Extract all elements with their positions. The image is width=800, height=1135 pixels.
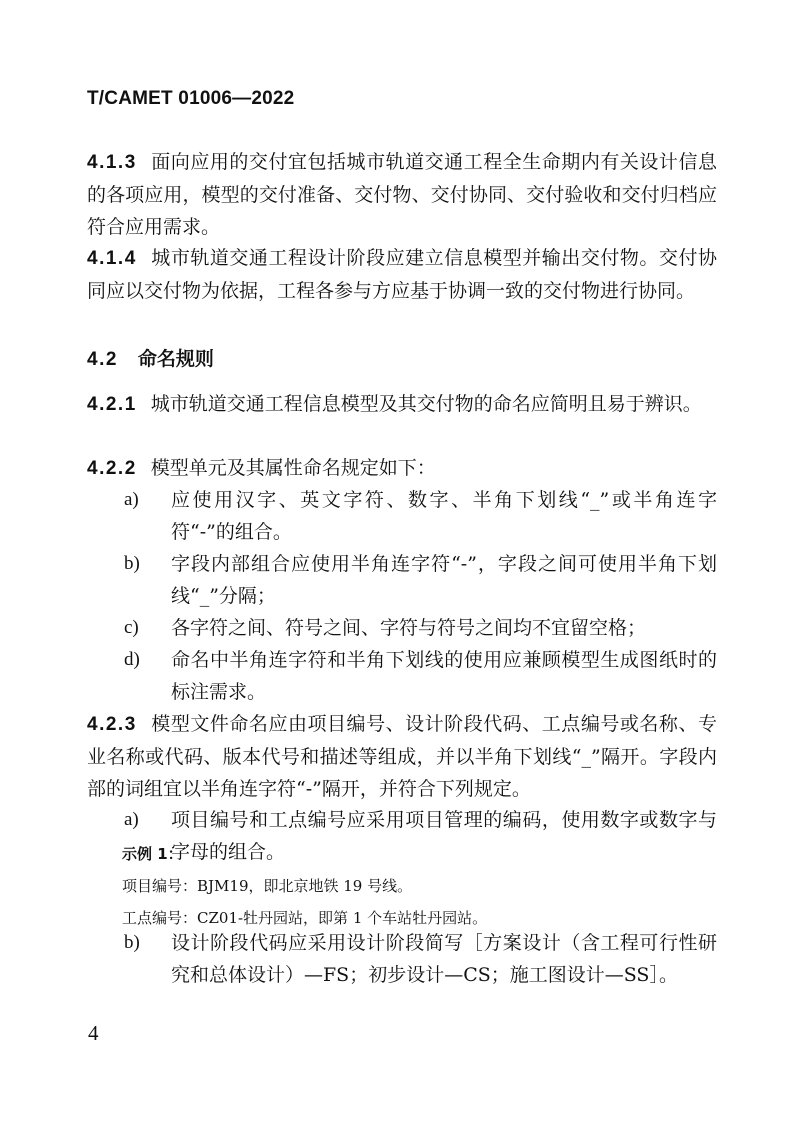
- section-title: 命名规则: [137, 348, 214, 370]
- clause-text: 城市轨道交通工程信息模型及其交付物的命名应简明且易于辨识。: [150, 393, 702, 415]
- clause-text: 面向应用的交付宜包括城市轨道交通工程全生命期内有关设计信息的各项应用，模型的交付准备、交付物、交付协同、交付验收和交付归档应符合应用需求。: [87, 151, 717, 238]
- clause-text: 模型文件命名应由项目编号、设计阶段代码、工点编号或名称、专业名称或代码、版本代号和描述等组成，并以半角下划线“_”隔开。字段内部的词组宜以半角连字符“-”隔开，并符合下列规定。: [87, 713, 717, 800]
- clause-4-2-1: [87, 388, 717, 421]
- clause-number: 4.2.2: [87, 458, 137, 479]
- section-4-2-heading: [87, 343, 717, 376]
- list-item: [124, 484, 717, 548]
- list-marker: b): [124, 553, 140, 574]
- list-item: [124, 644, 717, 708]
- clause-text: 模型单元及其属性命名规定如下：: [150, 457, 436, 479]
- page-number: 4: [88, 1021, 99, 1045]
- list-item-text: 各字符之间、符号之间、字符与符号之间均不宜留空格；: [171, 617, 647, 639]
- clause-4-1-3: [87, 146, 717, 243]
- clause-number: 4.1.3: [87, 152, 137, 173]
- list-item-text: 设计阶段代码应采用设计阶段简写［方案设计（含工程可行性研究和总体设计）—FS；初步设计—CS；施工图设计—SS］。: [171, 932, 717, 986]
- list-marker: a): [124, 809, 139, 830]
- clause-text: 城市轨道交通工程设计阶段应建立信息模型并输出交付物。交付协同应以交付物为依据，工程各参与方应基于协调一致的交付物进行协同。: [87, 247, 717, 302]
- clause-number: 4.2.3: [87, 714, 137, 735]
- list-item: [124, 612, 717, 644]
- example-title: 示例 1：: [122, 845, 183, 863]
- example-line: 工点编号：CZ01-牡丹园站，即第 1 个车站牡丹园站。: [122, 909, 488, 927]
- list-item: [124, 927, 717, 991]
- list-item: [124, 548, 717, 612]
- list-marker: a): [124, 489, 139, 510]
- list-marker: c): [124, 617, 139, 638]
- list-marker: b): [124, 932, 140, 953]
- clause-number: 4.1.4: [87, 248, 137, 269]
- list-item-text: 命名中半角连字符和半角下划线的使用应兼顾模型生成图纸时的标注需求。: [171, 649, 717, 703]
- list-item-text: 字段内部组合应使用半角连字符“-”，字段之间可使用半角下划线“_”分隔；: [171, 553, 717, 607]
- clause-4-2-2: [87, 452, 717, 485]
- section-number: 4.2: [87, 349, 118, 370]
- clause-4-2-3: [87, 708, 717, 805]
- list-marker: d): [124, 649, 140, 670]
- clause-number: 4.2.1: [87, 394, 137, 415]
- example-block: [122, 844, 487, 928]
- document-code-header: T/CAMET 01006—2022: [87, 88, 295, 109]
- clause-4-1-4: [87, 242, 717, 307]
- example-line: 项目编号：BJM19，即北京地铁 19 号线。: [122, 877, 413, 895]
- list-item-text: 应使用汉字、英文字符、数字、半角下划线“_”或半角连字符“-”的组合。: [171, 489, 717, 543]
- list-item-text: 项目编号和工点编号应采用项目管理的编码，使用数字或数字与字母的组合。: [171, 809, 717, 863]
